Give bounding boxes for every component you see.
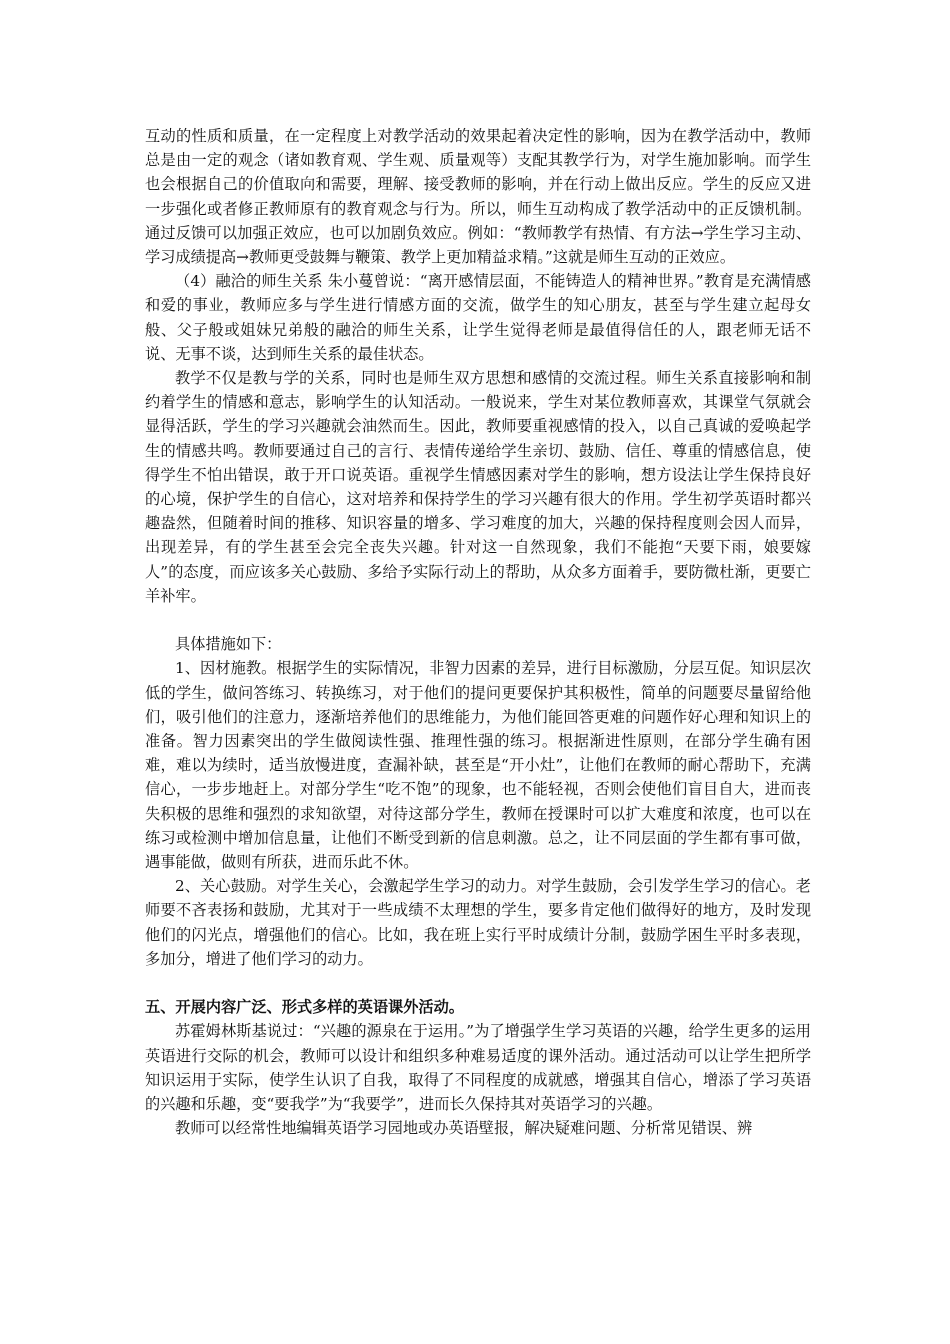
paragraph-extracurricular: 苏霍姆林斯基说过：“兴趣的源泉在于运用。”为了增强学生学习英语的兴趣，给学生更多的运用英语进行交际的机会，教师可以设计和组织多种难易适度的课外活动。通过活动可以让学生把所学知识运用于实际，使学生认识了自我，取得了不同程度的成就感，增强其自信心，增添了学习英语的兴趣和乐趣，变“要我学”为“我要学”，进而长久保持其对英语学习的兴趣。 (145, 1022, 811, 1114)
paragraph-teacher-student-interaction: 互动的性质和质量，在一定程度上对教学活动的效果起着决定性的影响，因为在教学活动中，教师总是由一定的观念（诸如教育观、学生观、质量观等）支配其教学行为，对学生施加影响。而学生也会根据自己的价值取向和需要，理解、接受教师的影响，并在行动上做出反应。学生的反应又进一步强化或者修正教师原有的教育观念与行为。所以，师生互动构成了教学活动中的正反馈机制。通过反馈可以加强正效应，也可以加剧负效应。例如：“教师教学有热情、有方法→学生学习主动、学习成绩提高→教师更受鼓舞与鞭策、教学上更加精益求精。”这就是师生互动的正效应。 (145, 127, 811, 267)
document-body (145, 124, 811, 1141)
paragraph-measures-intro: 具体措施如下： (175, 635, 282, 654)
paragraph-measure-1: 1、因材施教。根据学生的实际情况，非智力因素的差异，进行目标激励，分层互促。知识层次低的学生，做问答练习、转换练习，对于他们的提问更要保护其积极性，简单的问题要尽量留给他们，吸引他们的注意力，逐渐培养他们的思维能力，为他们能回答更难的问题作好心理和知识上的准备。智力因素突出的学生做阅读性强、推理性强的练习。根据渐进性原则，在部分学生确有困难，难以为续时，适当放慢进度，查漏补缺，甚至是“开小灶”，让他们在教师的耐心帮助下，充满信心，一步步地赶上。对部分学生“吃不饱”的现象，也不能轻视，否则会使他们盲目自大，进而丧失积极的思维和强烈的求知欲望，对待这部分学生，教师在授课时可以扩大难度和浓度，也可以在练习或检测中增加信息量，让他们不断受到新的信息刺激。总之，让不同层面的学生都有事可做，遇事能做，做则有所获，进而乐此不休。 (145, 659, 811, 872)
paragraph-emotional-exchange: 教学不仅是教与学的关系，同时也是师生双方思想和感情的交流过程。师生关系直接影响和制约着学生的情感和意志，影响学生的认知活动。一般说来，学生对某位教师喜欢，其课堂气氛就会显得活跃，学生的学习兴趣就会油然而生。因此，教师要重视感情的投入，以自己真诚的爱唤起学生的情感共鸣。教师要通过自己的言行、表情传递给学生亲切、鼓励、信任、尊重的情感信息，使得学生不怕出错误，敢于开口说英语。重视学生情感因素对学生的影响，想方设法让学生保持良好的心境，保护学生的自信心，这对培养和保持学生的学习兴趣有很大的作用。学生初学英语时都兴趣盎然，但随着时间的推移、知识容量的增多、学习难度的加大，兴趣的保持程度则会因人而异，出现差异，有的学生甚至会完全丧失兴趣。针对这一自然现象，我们不能抱“天要下雨，娘要嫁人”的态度，而应该多关心鼓励、多给予实际行动上的帮助，从众多方面着手，要防微杜渐，更要亡羊补牢。 (145, 369, 811, 605)
paragraph-spacer (145, 608, 811, 632)
section-heading-five: 五、开展内容广泛、形式多样的英语课外活动。 (145, 998, 464, 1017)
paragraph-harmonious-relationship: （4）融洽的师生关系 朱小蔓曾说：“离开感情层面，不能铸造人的精神世界。”教育是充满情感和爱的事业，教师应多与学生进行情感方面的交流，做学生的知心朋友，甚至与学生建立起母女般、父子般或姐妹兄弟般的融洽的师生关系，让学生觉得老师是最值得信任的人，跟老师无话不说、无事不谈，达到师生关系的最佳状态。 (145, 272, 811, 363)
paragraph-spacer (145, 971, 811, 995)
paragraph-measure-2: 2、关心鼓励。对学生关心，会激起学生学习的动力。对学生鼓励，会引发学生学习的信心。老师要不吝表扬和鼓励，尤其对于一些成绩不太理想的学生，要多肯定他们做得好的地方，及时发现他们的闪光点，增强他们的信心。比如，我在班上实行平时成绩计分制，鼓励学困生平时多表现，多加分，增进了他们学习的动力。 (145, 877, 811, 968)
paragraph-english-garden: 教师可以经常性地编辑英语学习园地或办英语壁报，解决疑难问题、分析常见错误、辨 (175, 1119, 753, 1138)
